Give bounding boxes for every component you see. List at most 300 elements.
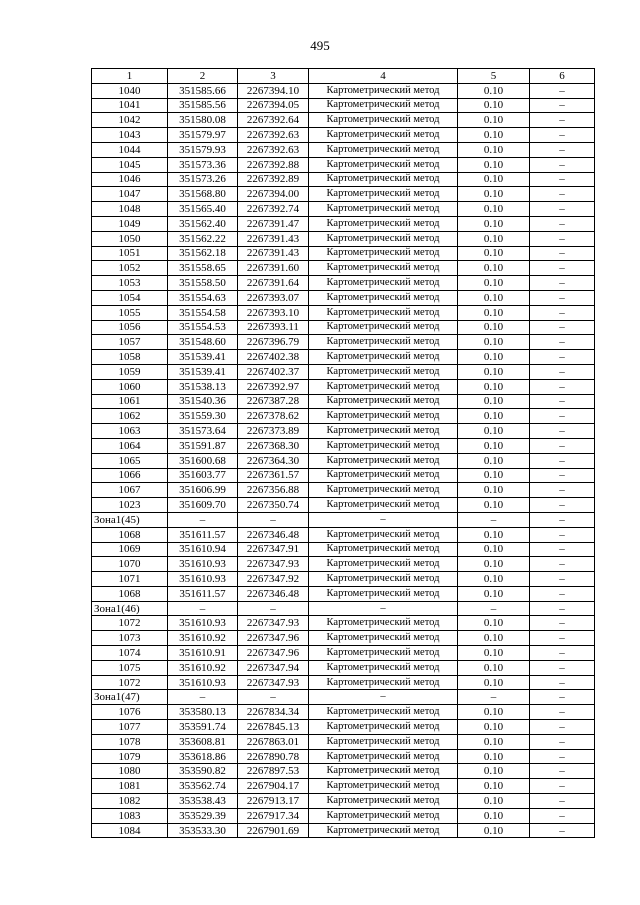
table-row	[92, 424, 595, 439]
table-cell: 1066	[92, 468, 168, 483]
table-row	[92, 557, 595, 572]
table-cell: Картометрический метод	[309, 764, 458, 779]
table-cell: Картометрический метод	[309, 113, 458, 128]
table-row	[92, 438, 595, 453]
table-cell: 2267350.74	[238, 498, 309, 513]
table-cell: 353608.81	[168, 734, 238, 749]
table-cell: 1058	[92, 350, 168, 365]
table-cell: 351610.91	[168, 646, 238, 661]
table-row	[92, 453, 595, 468]
table-row	[92, 764, 595, 779]
table-cell: 351538.13	[168, 379, 238, 394]
table-cell: 0.10	[458, 202, 530, 217]
table-cell: –	[530, 734, 595, 749]
table-row	[92, 98, 595, 113]
table-cell: –	[530, 794, 595, 809]
table-cell: 2267393.11	[238, 320, 309, 335]
table-cell: 1075	[92, 660, 168, 675]
table-cell: 1067	[92, 483, 168, 498]
table-cell: 2267347.91	[238, 542, 309, 557]
table-cell: –	[530, 261, 595, 276]
table-cell: –	[530, 364, 595, 379]
table-header	[92, 69, 595, 84]
table-row	[92, 779, 595, 794]
table-cell: 353591.74	[168, 720, 238, 735]
table-row	[92, 660, 595, 675]
table-cell: Зона1(46)	[92, 601, 168, 616]
table-cell: Картометрический метод	[309, 202, 458, 217]
table-cell: 0.10	[458, 231, 530, 246]
table-cell: 2267402.37	[238, 364, 309, 379]
table-cell: 351611.57	[168, 586, 238, 601]
table-cell: 1048	[92, 202, 168, 217]
table-cell: –	[530, 438, 595, 453]
table-cell: 0.10	[458, 498, 530, 513]
table-row	[92, 394, 595, 409]
table-cell: 351603.77	[168, 468, 238, 483]
column-header: 2	[168, 69, 238, 84]
table-cell: 0.10	[458, 527, 530, 542]
table-cell: Картометрический метод	[309, 660, 458, 675]
table-row	[92, 335, 595, 350]
table-cell: Картометрический метод	[309, 394, 458, 409]
table-cell: –	[530, 409, 595, 424]
table-cell: 2267356.88	[238, 483, 309, 498]
column-header: 1	[92, 69, 168, 84]
table-cell: 0.10	[458, 216, 530, 231]
table-cell: 1060	[92, 379, 168, 394]
table-cell: 1053	[92, 276, 168, 291]
table-cell: Картометрический метод	[309, 557, 458, 572]
table-cell: –	[530, 660, 595, 675]
table-row	[92, 572, 595, 587]
table-cell: 0.10	[458, 808, 530, 823]
table-cell: 0.10	[458, 187, 530, 202]
table-cell: 1052	[92, 261, 168, 276]
table-cell: 2267347.93	[238, 557, 309, 572]
table-cell: 0.10	[458, 557, 530, 572]
table-cell: 351600.68	[168, 453, 238, 468]
table-cell: Картометрический метод	[309, 542, 458, 557]
table-cell: –	[530, 542, 595, 557]
table-cell: 1046	[92, 172, 168, 187]
table-row	[92, 823, 595, 838]
table-cell: 0.10	[458, 675, 530, 690]
table-row	[92, 409, 595, 424]
table-cell: –	[530, 113, 595, 128]
table-cell: –	[238, 601, 309, 616]
table-cell: 351610.93	[168, 616, 238, 631]
table-cell: –	[309, 690, 458, 705]
table-row	[92, 83, 595, 98]
table-cell: 0.10	[458, 483, 530, 498]
table-cell: Картометрический метод	[309, 572, 458, 587]
table-row	[92, 794, 595, 809]
table-cell: 1059	[92, 364, 168, 379]
table-cell: 2267391.64	[238, 276, 309, 291]
table-cell: –	[530, 749, 595, 764]
table-cell: Картометрический метод	[309, 290, 458, 305]
table-row	[92, 290, 595, 305]
table-row	[92, 675, 595, 690]
table-cell: 351610.92	[168, 660, 238, 675]
table-cell: –	[238, 690, 309, 705]
table-cell: 2267863.01	[238, 734, 309, 749]
table-cell: Картометрический метод	[309, 83, 458, 98]
header-row	[92, 69, 595, 84]
table-cell: 1042	[92, 113, 168, 128]
table-cell: 351559.30	[168, 409, 238, 424]
table-cell: 351562.18	[168, 246, 238, 261]
table-cell: –	[530, 631, 595, 646]
table-cell: 351562.40	[168, 216, 238, 231]
table-cell: 0.10	[458, 98, 530, 113]
table-cell: –	[530, 512, 595, 527]
table-cell: –	[530, 764, 595, 779]
table-row	[92, 320, 595, 335]
table-cell: 2267845.13	[238, 720, 309, 735]
table-row	[92, 527, 595, 542]
table-cell: 2267901.69	[238, 823, 309, 838]
table-cell: Картометрический метод	[309, 705, 458, 720]
table-cell: Картометрический метод	[309, 364, 458, 379]
table-cell: 1068	[92, 527, 168, 542]
table-cell: 0.10	[458, 586, 530, 601]
table-cell: 353590.82	[168, 764, 238, 779]
table-cell: 2267347.96	[238, 631, 309, 646]
table-row	[92, 498, 595, 513]
table-cell: 1061	[92, 394, 168, 409]
table-cell: 2267368.30	[238, 438, 309, 453]
table-cell: 1078	[92, 734, 168, 749]
table-cell: 0.10	[458, 616, 530, 631]
table-cell: 2267890.78	[238, 749, 309, 764]
table-cell: 2267917.34	[238, 808, 309, 823]
table-cell: Картометрический метод	[309, 246, 458, 261]
table-cell: 0.10	[458, 749, 530, 764]
table-cell: 0.10	[458, 779, 530, 794]
table-cell: 1044	[92, 142, 168, 157]
table-cell: 351591.87	[168, 438, 238, 453]
table-cell: –	[530, 305, 595, 320]
table-cell: 2267394.05	[238, 98, 309, 113]
table-cell: 0.10	[458, 350, 530, 365]
table-cell: 351539.41	[168, 364, 238, 379]
table-row	[92, 646, 595, 661]
table-cell: 0.10	[458, 823, 530, 838]
table-row	[92, 586, 595, 601]
table-cell: 1056	[92, 320, 168, 335]
table-cell: 351610.92	[168, 631, 238, 646]
table-cell: 0.10	[458, 542, 530, 557]
table-cell: 1076	[92, 705, 168, 720]
table-cell: 1050	[92, 231, 168, 246]
table-cell: 1054	[92, 290, 168, 305]
table-cell: Картометрический метод	[309, 483, 458, 498]
table-cell: 1063	[92, 424, 168, 439]
table-cell: 2267347.93	[238, 675, 309, 690]
table-cell: 1082	[92, 794, 168, 809]
table-cell: –	[530, 202, 595, 217]
table-cell: 1043	[92, 128, 168, 143]
table-cell: 2267394.00	[238, 187, 309, 202]
table-cell: 351554.63	[168, 290, 238, 305]
table-cell: 351610.93	[168, 675, 238, 690]
table-cell: –	[530, 720, 595, 735]
table-cell: –	[530, 690, 595, 705]
table-cell: 0.10	[458, 157, 530, 172]
table-cell: 0.10	[458, 142, 530, 157]
table-cell: –	[238, 512, 309, 527]
table-cell: 1062	[92, 409, 168, 424]
table-cell: 1074	[92, 646, 168, 661]
table-cell: 1083	[92, 808, 168, 823]
table-cell: 0.10	[458, 438, 530, 453]
table-cell: 2267393.10	[238, 305, 309, 320]
table-cell: –	[530, 157, 595, 172]
table-cell: 0.10	[458, 290, 530, 305]
table-row	[92, 720, 595, 735]
table-row	[92, 276, 595, 291]
table-cell: 1081	[92, 779, 168, 794]
table-cell: 0.10	[458, 172, 530, 187]
column-header: 5	[458, 69, 530, 84]
table-row	[92, 512, 595, 527]
table-cell: 351540.36	[168, 394, 238, 409]
table-row	[92, 690, 595, 705]
table-cell: 2267392.63	[238, 128, 309, 143]
table-row	[92, 246, 595, 261]
table-cell: 2267396.79	[238, 335, 309, 350]
table-cell: Картометрический метод	[309, 646, 458, 661]
table-cell: –	[530, 231, 595, 246]
table-cell: 2267391.43	[238, 231, 309, 246]
table-cell: 0.10	[458, 764, 530, 779]
table-cell: Картометрический метод	[309, 527, 458, 542]
table-cell: 1041	[92, 98, 168, 113]
table-row	[92, 172, 595, 187]
table-cell: 351554.53	[168, 320, 238, 335]
table-cell: 2267391.60	[238, 261, 309, 276]
table-cell: 2267378.62	[238, 409, 309, 424]
table-cell: 2267392.74	[238, 202, 309, 217]
table-cell: 2267394.10	[238, 83, 309, 98]
table-cell: –	[168, 601, 238, 616]
table-cell: Картометрический метод	[309, 779, 458, 794]
table-cell: –	[530, 586, 595, 601]
table-row	[92, 216, 595, 231]
table-row	[92, 616, 595, 631]
table-cell: 351609.70	[168, 498, 238, 513]
coordinates-table	[91, 68, 595, 838]
table-cell: Картометрический метод	[309, 823, 458, 838]
table-cell: –	[530, 779, 595, 794]
table-cell: –	[530, 350, 595, 365]
table-cell: 1071	[92, 572, 168, 587]
table-cell: –	[530, 276, 595, 291]
table-cell: 351585.56	[168, 98, 238, 113]
table-cell: 2267392.64	[238, 113, 309, 128]
table-cell: 1070	[92, 557, 168, 572]
table-cell: Картометрический метод	[309, 379, 458, 394]
table-row	[92, 142, 595, 157]
table-cell: –	[530, 394, 595, 409]
table-cell: 0.10	[458, 364, 530, 379]
table-body	[92, 83, 595, 838]
table-row	[92, 113, 595, 128]
table-cell: 0.10	[458, 335, 530, 350]
table-cell: –	[530, 808, 595, 823]
table-cell: 0.10	[458, 409, 530, 424]
table-cell: –	[530, 187, 595, 202]
table-row	[92, 734, 595, 749]
table-cell: Картометрический метод	[309, 453, 458, 468]
table-cell: Картометрический метод	[309, 157, 458, 172]
table-cell: 2267373.89	[238, 424, 309, 439]
table-row	[92, 231, 595, 246]
table-cell: –	[530, 216, 595, 231]
table-cell: Картометрический метод	[309, 335, 458, 350]
table-cell: Картометрический метод	[309, 616, 458, 631]
table-row	[92, 305, 595, 320]
table-cell: 1077	[92, 720, 168, 735]
table-cell: Картометрический метод	[309, 320, 458, 335]
table-cell: Зона1(45)	[92, 512, 168, 527]
table-cell: Картометрический метод	[309, 98, 458, 113]
table-cell: Картометрический метод	[309, 350, 458, 365]
table-cell: 1068	[92, 586, 168, 601]
table-cell: 351606.99	[168, 483, 238, 498]
table-row	[92, 261, 595, 276]
table-cell: Картометрический метод	[309, 675, 458, 690]
table-cell: Картометрический метод	[309, 172, 458, 187]
table-cell: 2267392.88	[238, 157, 309, 172]
table-cell: 2267346.48	[238, 586, 309, 601]
table-cell: –	[530, 98, 595, 113]
table-cell: 1055	[92, 305, 168, 320]
table-cell: –	[530, 246, 595, 261]
table-cell: 2267347.93	[238, 616, 309, 631]
table-cell: 2267904.17	[238, 779, 309, 794]
table-cell: 0.10	[458, 794, 530, 809]
table-row	[92, 631, 595, 646]
table-cell: 0.10	[458, 453, 530, 468]
table-cell: 0.10	[458, 261, 530, 276]
table-cell: 351611.57	[168, 527, 238, 542]
table-cell: –	[530, 646, 595, 661]
table-cell: 2267392.89	[238, 172, 309, 187]
table-cell: 2267387.28	[238, 394, 309, 409]
table-cell: Картометрический метод	[309, 468, 458, 483]
table-cell: 1072	[92, 675, 168, 690]
table-cell: Картометрический метод	[309, 586, 458, 601]
table-cell: 0.10	[458, 720, 530, 735]
table-row	[92, 157, 595, 172]
table-cell: 2267347.92	[238, 572, 309, 587]
table-cell: 2267364.30	[238, 453, 309, 468]
table-cell: Картометрический метод	[309, 231, 458, 246]
table-cell: Картометрический метод	[309, 216, 458, 231]
table-cell: 1072	[92, 616, 168, 631]
table-cell: 0.10	[458, 128, 530, 143]
table-cell: –	[530, 335, 595, 350]
table-cell: –	[530, 83, 595, 98]
table-cell: Картометрический метод	[309, 749, 458, 764]
table-cell: 1049	[92, 216, 168, 231]
table-cell: 0.10	[458, 631, 530, 646]
column-header: 3	[238, 69, 309, 84]
column-header: 4	[309, 69, 458, 84]
table-cell: 353562.74	[168, 779, 238, 794]
table-cell: –	[458, 512, 530, 527]
table-cell: –	[168, 690, 238, 705]
table-cell: 351562.22	[168, 231, 238, 246]
table-cell: –	[530, 616, 595, 631]
table-cell: 0.10	[458, 379, 530, 394]
page-number: 495	[310, 38, 330, 53]
table-cell: 2267391.47	[238, 216, 309, 231]
table-cell: 351610.93	[168, 572, 238, 587]
table-row	[92, 379, 595, 394]
column-header: 6	[530, 69, 595, 84]
table-cell: 0.10	[458, 424, 530, 439]
table-cell: 0.10	[458, 468, 530, 483]
table-cell: 351539.41	[168, 350, 238, 365]
table-cell: 351568.80	[168, 187, 238, 202]
table-cell: –	[530, 128, 595, 143]
table-cell: 2267392.97	[238, 379, 309, 394]
table-cell: 0.10	[458, 646, 530, 661]
table-cell: –	[530, 142, 595, 157]
table-cell: 0.10	[458, 734, 530, 749]
table-row	[92, 468, 595, 483]
table-cell: 2267834.34	[238, 705, 309, 720]
table-cell: 353538.43	[168, 794, 238, 809]
table-cell: 0.10	[458, 113, 530, 128]
table-cell: Картометрический метод	[309, 734, 458, 749]
table-cell: –	[530, 675, 595, 690]
table-cell: –	[530, 527, 595, 542]
table-cell: 1073	[92, 631, 168, 646]
table-cell: 2267361.57	[238, 468, 309, 483]
table-cell: Картометрический метод	[309, 631, 458, 646]
table-cell: 353618.86	[168, 749, 238, 764]
table-row	[92, 705, 595, 720]
table-cell: 1045	[92, 157, 168, 172]
table-cell: Зона1(47)	[92, 690, 168, 705]
table-cell: 2267347.94	[238, 660, 309, 675]
table-cell: 1080	[92, 764, 168, 779]
table-cell: 1023	[92, 498, 168, 513]
table-row	[92, 364, 595, 379]
table-cell: 1079	[92, 749, 168, 764]
table-cell: 2267392.63	[238, 142, 309, 157]
table-cell: –	[530, 468, 595, 483]
table-cell: 351554.58	[168, 305, 238, 320]
table-cell: 2267897.53	[238, 764, 309, 779]
table-row	[92, 128, 595, 143]
table-cell: –	[530, 290, 595, 305]
table-cell: –	[530, 601, 595, 616]
table-cell: 1084	[92, 823, 168, 838]
table-cell: Картометрический метод	[309, 276, 458, 291]
table-cell: 351548.60	[168, 335, 238, 350]
table-cell: 351610.93	[168, 557, 238, 572]
table-cell: –	[530, 498, 595, 513]
table-cell: –	[168, 512, 238, 527]
table-cell: 2267393.07	[238, 290, 309, 305]
table-cell: Картометрический метод	[309, 794, 458, 809]
